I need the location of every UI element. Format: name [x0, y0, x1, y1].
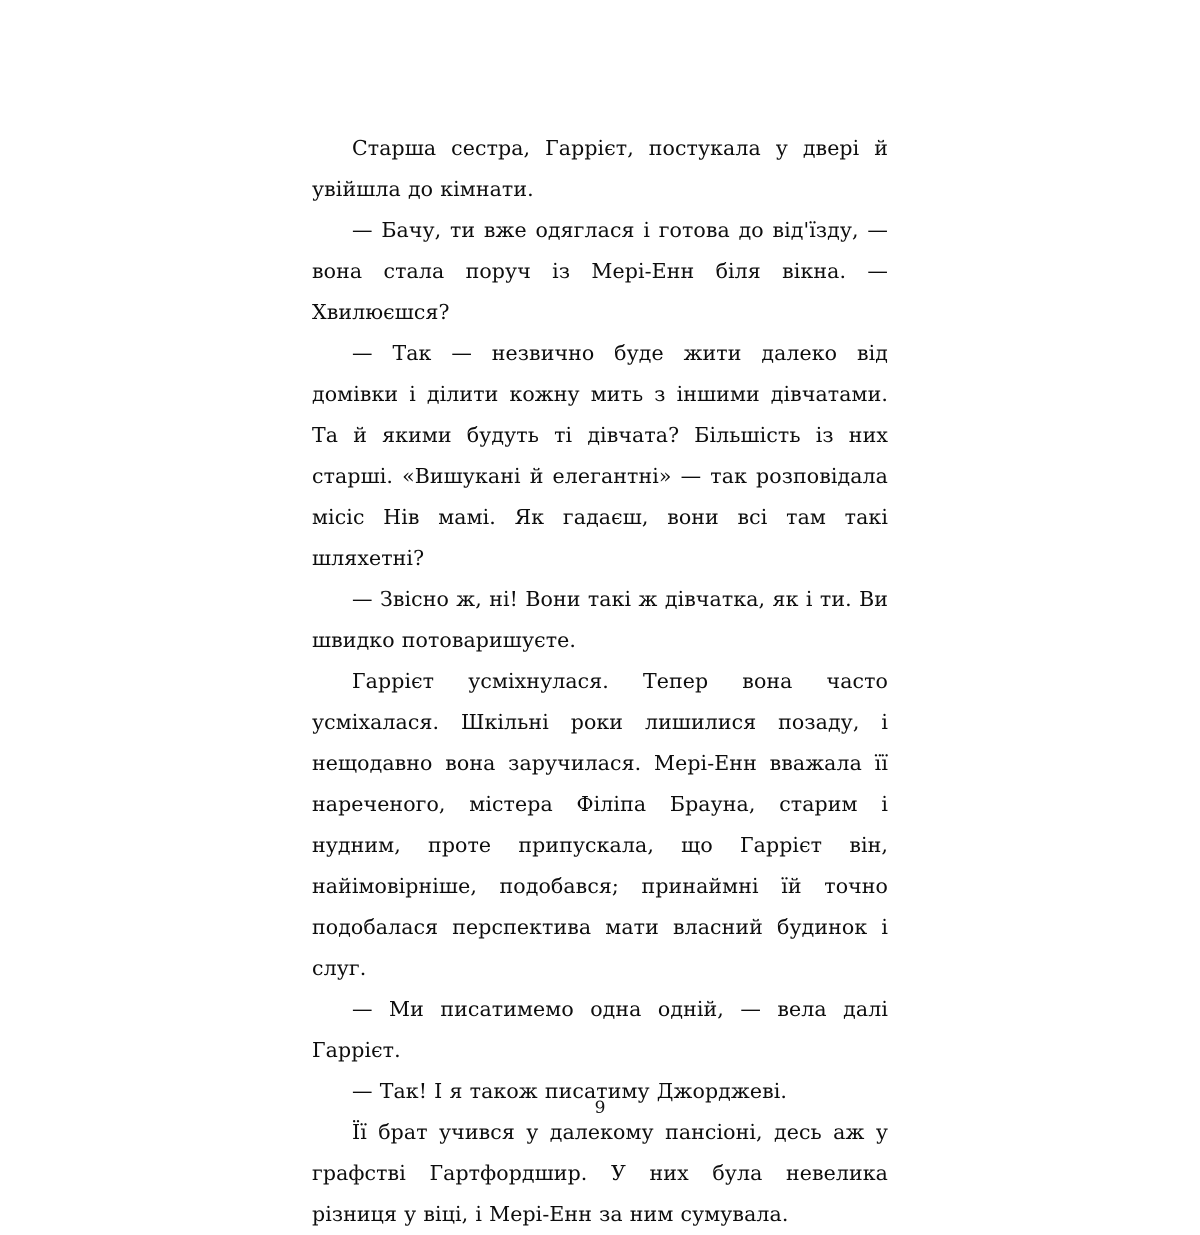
- paragraph: — Так — незвично буде жити далеко від домівки і ділити кожну мить з іншими дівчатами. Та й якими будуть ті дівчата? Більшість із них старші. «Вишукані й елегантні» — так розповідала місіс Нів мамі. Як гадаєш, вони всі там такі шляхетні?: [312, 341, 888, 570]
- paragraph: — Звісно ж, ні! Вони такі ж дівчатка, як і ти. Ви швидко потоваришуєте.: [312, 587, 888, 652]
- body-text-column: [312, 128, 888, 1235]
- page-number: 9: [594, 1098, 606, 1118]
- paragraph: Її брат учився у далекому пансіоні, десь аж у графстві Гартфордшир. У них була невелика різниця у віці, і Мері-Енн за ним сумувала.: [312, 1120, 888, 1226]
- paragraph: — Ми писатимемо одна одній, — вела далі Гаррієт.: [312, 997, 888, 1062]
- paragraph: — Так! І я також писатиму Джорджеві.: [352, 1079, 788, 1103]
- paragraph: — Бачу, ти вже одяглася і готова до від'їзду, — вона стала поруч із Мері-Енн біля вікна. — Хвилюєшся?: [312, 218, 888, 324]
- paragraph: Гаррієт усміхнулася. Тепер вона часто усміхалася. Шкільні роки лишилися позаду, і нещодавно вона заручилася. Мері-Енн вважала її нареченого, містера Філіпа Брауна, старим і нудним, проте припускала, що Гаррієт він, найімовірніше, подобався; принаймні їй точно подобалася перспектива мати власний будинок і слуг.: [312, 669, 888, 980]
- paragraph: Старша сестра, Гаррієт, постукала у двері й увійшла до кімнати.: [312, 136, 888, 201]
